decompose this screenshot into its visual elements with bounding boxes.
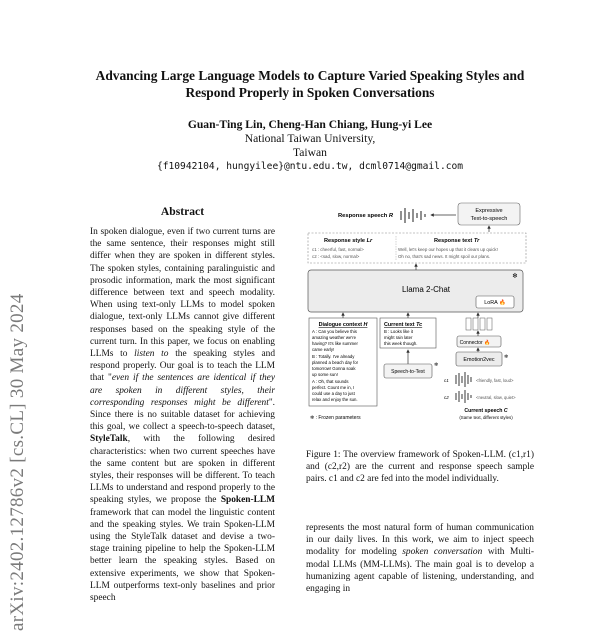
abstract-em: listen to bbox=[134, 349, 169, 360]
response-waveform bbox=[401, 208, 425, 223]
paper-title bbox=[60, 67, 560, 101]
country: Taiwan bbox=[293, 146, 327, 159]
current-text-line: B : Looks like it bbox=[384, 329, 413, 334]
dialogue-context-label: Dialogue context H bbox=[318, 322, 368, 328]
dataset-name: StyleTalk bbox=[90, 434, 128, 445]
dialogue-line: up some sun! bbox=[312, 372, 338, 377]
current-speech-note: (Same text, different styles) bbox=[459, 415, 513, 420]
dialogue-line: A : Oh, that sounds bbox=[312, 379, 349, 384]
llm-label: Llama 2-Chat bbox=[401, 285, 451, 294]
title-line-2: Respond Properly in Spoken Conversations bbox=[185, 85, 435, 100]
abstract-text bbox=[90, 226, 275, 604]
abstract-seg: In spoken dialogue, even if two current turns are the same sentence, their responses might still differ when they are spoken in different styles. The spoken styles, containing paralinguistic and prosodic information, mark the most significant difference between text and speech modality. When using text-only LLMs to model spoken dialogue, text-only LLMs cannot give different responses based on the speaking style of the current turn. In this paper, we focus on enabling LLMs to bbox=[90, 227, 275, 360]
style-tokens bbox=[466, 318, 492, 330]
dialogue-line: came early! bbox=[312, 347, 335, 352]
current-text-line: might rain later bbox=[384, 335, 413, 340]
c2-style: <neutral, slow, quiet> bbox=[476, 395, 516, 400]
arxiv-id: arXiv:2402.12786v2 [cs.CL] 30 May 2024 bbox=[7, 293, 28, 631]
abstract-quote: even if the sentences are identical if they are spoken in different styles, their corresponding responses might be different bbox=[90, 373, 276, 408]
dialogue-line: tomorrow! Gonna soak bbox=[312, 366, 356, 371]
framework-diagram bbox=[306, 200, 531, 440]
dialogue-line: relax and enjoy the sun. bbox=[312, 397, 358, 402]
author-emails: {f10942104, hungyilee}@ntu.edu.tw, dcml0714@gmail.com bbox=[156, 161, 464, 172]
dialogue-lines bbox=[312, 329, 359, 402]
intro-text bbox=[306, 522, 534, 595]
response-speech-label: Response speech R bbox=[338, 213, 394, 219]
lora-label: LoRA 🔥 bbox=[484, 300, 506, 306]
affiliation: National Taiwan University, bbox=[244, 132, 376, 145]
snowflake-icon: ❄ bbox=[512, 273, 518, 280]
abstract-seg: , with the following desired characteristics: when two current speeches have the same content but are spoken in different styles, their responses will be different. To teach LLMs to understand and respond properly to the speaking styles, we propose the bbox=[90, 434, 275, 506]
arxiv-stamp bbox=[0, 0, 32, 631]
emotion2vec-label: Emotion2vec bbox=[463, 357, 495, 363]
c2-label: c2 bbox=[444, 395, 449, 400]
abstract-seg: framework that can model the linguistic content and the speaking styles. We train Spoken-LLM using the StyleTalk dataset and devise a two-stage training pipeline to help the Spoken-LLM better learn the speaking styles. Based on extensive experiments, we show that Spoken-LLM outperforms text-only baselines and prior speech bbox=[90, 507, 275, 604]
current-text-label: Current text Tc bbox=[384, 322, 423, 328]
c1-style: <friendly, fast, loud> bbox=[476, 378, 514, 383]
response-style-label: Response style Lr bbox=[324, 238, 373, 244]
intro-seg: with Multi-modal LLMs (MM-LLMs). The main goal is to develop a humanizing agent capable of listening, understanding, and engaging in bbox=[306, 547, 534, 595]
figure-1 bbox=[306, 200, 531, 440]
abstract-seg: ". Since there is no suitable dataset for achieving this goal, we collect a speech-to-speech dataset, bbox=[90, 397, 275, 433]
frozen-legend: ❄ : Frozen parameters bbox=[310, 415, 361, 421]
tts-line-1: Expressive bbox=[475, 208, 503, 214]
dialogue-line: having? It's like summer bbox=[312, 341, 358, 346]
intro-seg: represents the most natural form of human communication in our daily lives. In this work, we aim to inject speech modality for modeling bbox=[306, 523, 534, 558]
response-text-c2: Oh no, that's sad news. It might spoil our plans. bbox=[398, 254, 491, 259]
current-text-line: this week though. bbox=[384, 341, 418, 346]
framework-name: Spoken-LLM bbox=[220, 495, 275, 506]
abstract-seg: the speaking styles and respond properly. Our goal is to teach the LLM that " bbox=[90, 349, 276, 384]
response-text-c1: Well, let's keep our hopes up that it clears up quick! bbox=[398, 247, 498, 252]
figure-caption: Figure 1: The overview framework of Spoken-LLM. (c1,r1) and (c2,r2) are the current and response speech sample pairs. c1 and c2 are fed into the model individually. bbox=[306, 450, 534, 485]
dialogue-line: A : Can you believe this bbox=[312, 329, 357, 334]
response-style-c2: c2 : <sad, slow, normal> bbox=[312, 254, 360, 259]
dialogue-line: planned a beach day for bbox=[312, 360, 359, 365]
dialogue-line: amazing weather we're bbox=[312, 335, 357, 340]
title-line-1: Advancing Large Language Models to Capture Varied Speaking Styles and bbox=[95, 68, 525, 83]
author-block bbox=[60, 118, 560, 174]
snowflake-icon: ❄ bbox=[504, 354, 509, 360]
response-text-label: Response text Tr bbox=[434, 238, 480, 244]
snowflake-icon: ❄ bbox=[434, 362, 439, 368]
dialogue-line: could use a day to just bbox=[312, 391, 355, 396]
abstract-heading: Abstract bbox=[160, 205, 205, 218]
tts-line-2: Text-to-speech bbox=[470, 216, 508, 222]
author-names: Guan-Ting Lin, Cheng-Han Chiang, Hung-yi Lee bbox=[187, 118, 433, 131]
speech-to-text-label: Speech-to-Text bbox=[391, 369, 425, 375]
current-waveforms bbox=[456, 372, 471, 403]
c1-label: c1 bbox=[444, 378, 449, 383]
intro-em: spoken conversation bbox=[402, 547, 483, 558]
dialogue-line: perfect. Count me in, I bbox=[312, 385, 355, 390]
dialogue-line: B : Totally. I've already bbox=[312, 354, 355, 359]
current-speech-label: Current speech C bbox=[464, 408, 508, 414]
response-style-c1: c1 : cheerful, fast, normal> bbox=[312, 247, 364, 252]
connector-label: Connector 🔥 bbox=[459, 340, 491, 346]
